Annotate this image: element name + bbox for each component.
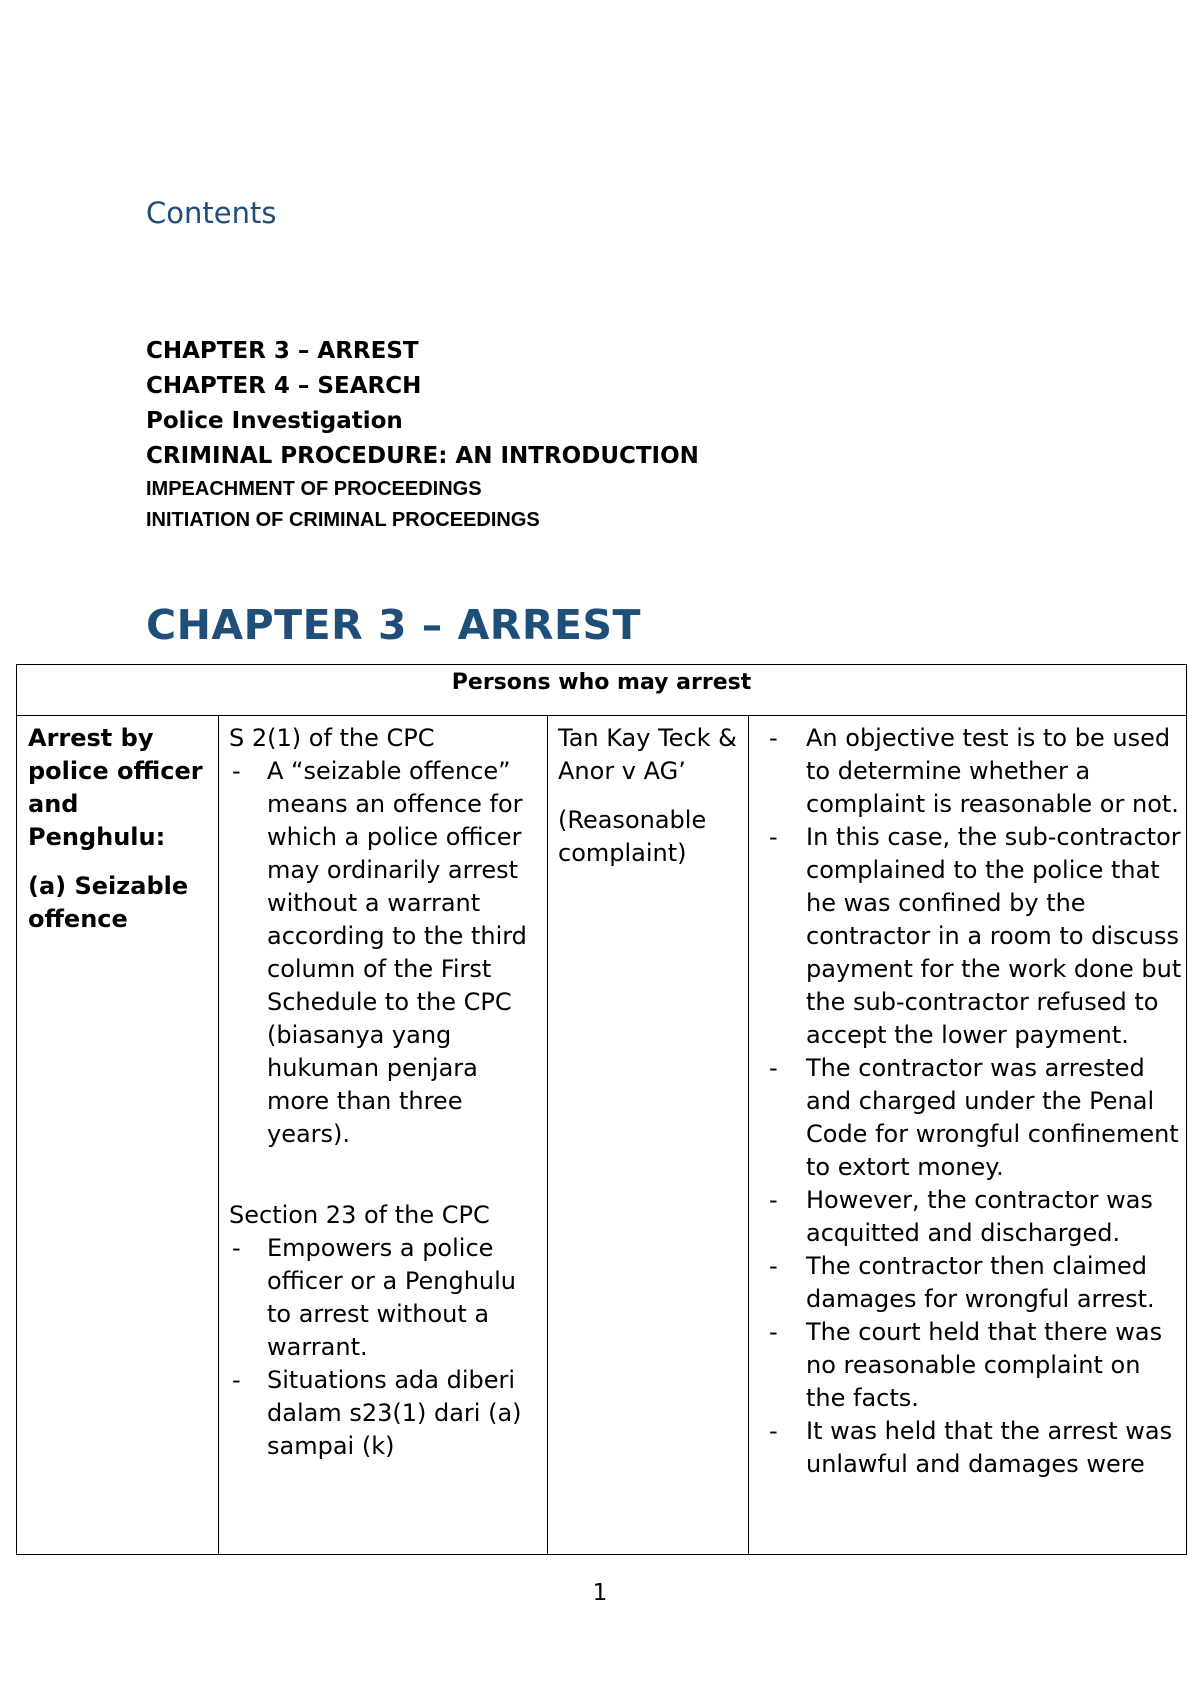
law-cell [219,716,548,1555]
toc-entry-initiation[interactable]: INITIATION OF CRIMINAL PROCEEDINGS [146,509,540,531]
toc-heading: Contents [146,196,277,230]
toc-entry-police-investigation[interactable]: Police Investigation [146,408,403,434]
law-section-title: S 2(1) of the CPC [229,724,435,752]
explanation-cell [749,716,1187,1555]
list-item: - An objective test is to be used to determine whether a complaint is reasonable or not. [759,722,1182,821]
toc-entry-impeachment[interactable]: IMPEACHMENT OF PROCEEDINGS [146,478,482,500]
toc-entry-chapter-3[interactable]: CHAPTER 3 – ARREST [146,338,419,364]
list-item: - Situations ada diberi dalam s23(1) dari (a) sampai (k) [229,1364,541,1463]
list-item: - Empowers a police officer or a Penghulu to arrest without a warrant. [229,1232,541,1364]
table-header-row [17,665,1187,716]
page-number: 1 [592,1580,608,1606]
category-cell [17,716,219,1555]
list-item: - The court held that there was no reasonable complaint on the facts. [759,1316,1182,1415]
list-item: - In this case, the sub-contractor complained to the police that he was confined by the contractor in a room to discuss payment for the work done but the sub-contractor refused to accept the lower payment. [759,821,1182,1052]
law-section-list [229,1232,541,1463]
category-title: Arrest by police officer and Penghulu: [28,724,203,851]
list-item: - The contractor was arrested and charged under the Penal Code for wrongful confinement to extort money. [759,1052,1182,1184]
table-header: Persons who may arrest [17,665,1187,716]
list-item: - A “seizable offence” means an offence for which a police officer may ordinarily arrest without a warrant according to the third column of the First Schedule to the CPC (biasanya yang hukuman penjara more than three years). [229,755,541,1151]
category-subtitle: (a) Seizable offence [28,872,189,933]
law-section-list [229,755,541,1151]
chapter-title: CHAPTER 3 – ARREST [146,601,641,649]
explanation-list [759,722,1182,1481]
list-item: - The contractor then claimed damages for wrongful arrest. [759,1250,1182,1316]
toc-entry-chapter-4[interactable]: CHAPTER 4 – SEARCH [146,373,422,399]
toc-entry-criminal-procedure[interactable]: CRIMINAL PROCEDURE: AN INTRODUCTION [146,443,699,469]
law-section-title: Section 23 of the CPC [229,1201,490,1229]
table-row [17,716,1187,1555]
case-cell [548,716,749,1555]
case-note: (Reasonable complaint) [558,806,707,867]
toc-list [146,334,699,536]
case-name: Tan Kay Teck & Anor v AG’ [558,724,737,785]
list-item: - However, the contractor was acquitted and discharged. [759,1184,1182,1250]
list-item: - It was held that the arrest was unlawful and damages were [759,1415,1182,1481]
arrest-table [16,664,1187,1555]
